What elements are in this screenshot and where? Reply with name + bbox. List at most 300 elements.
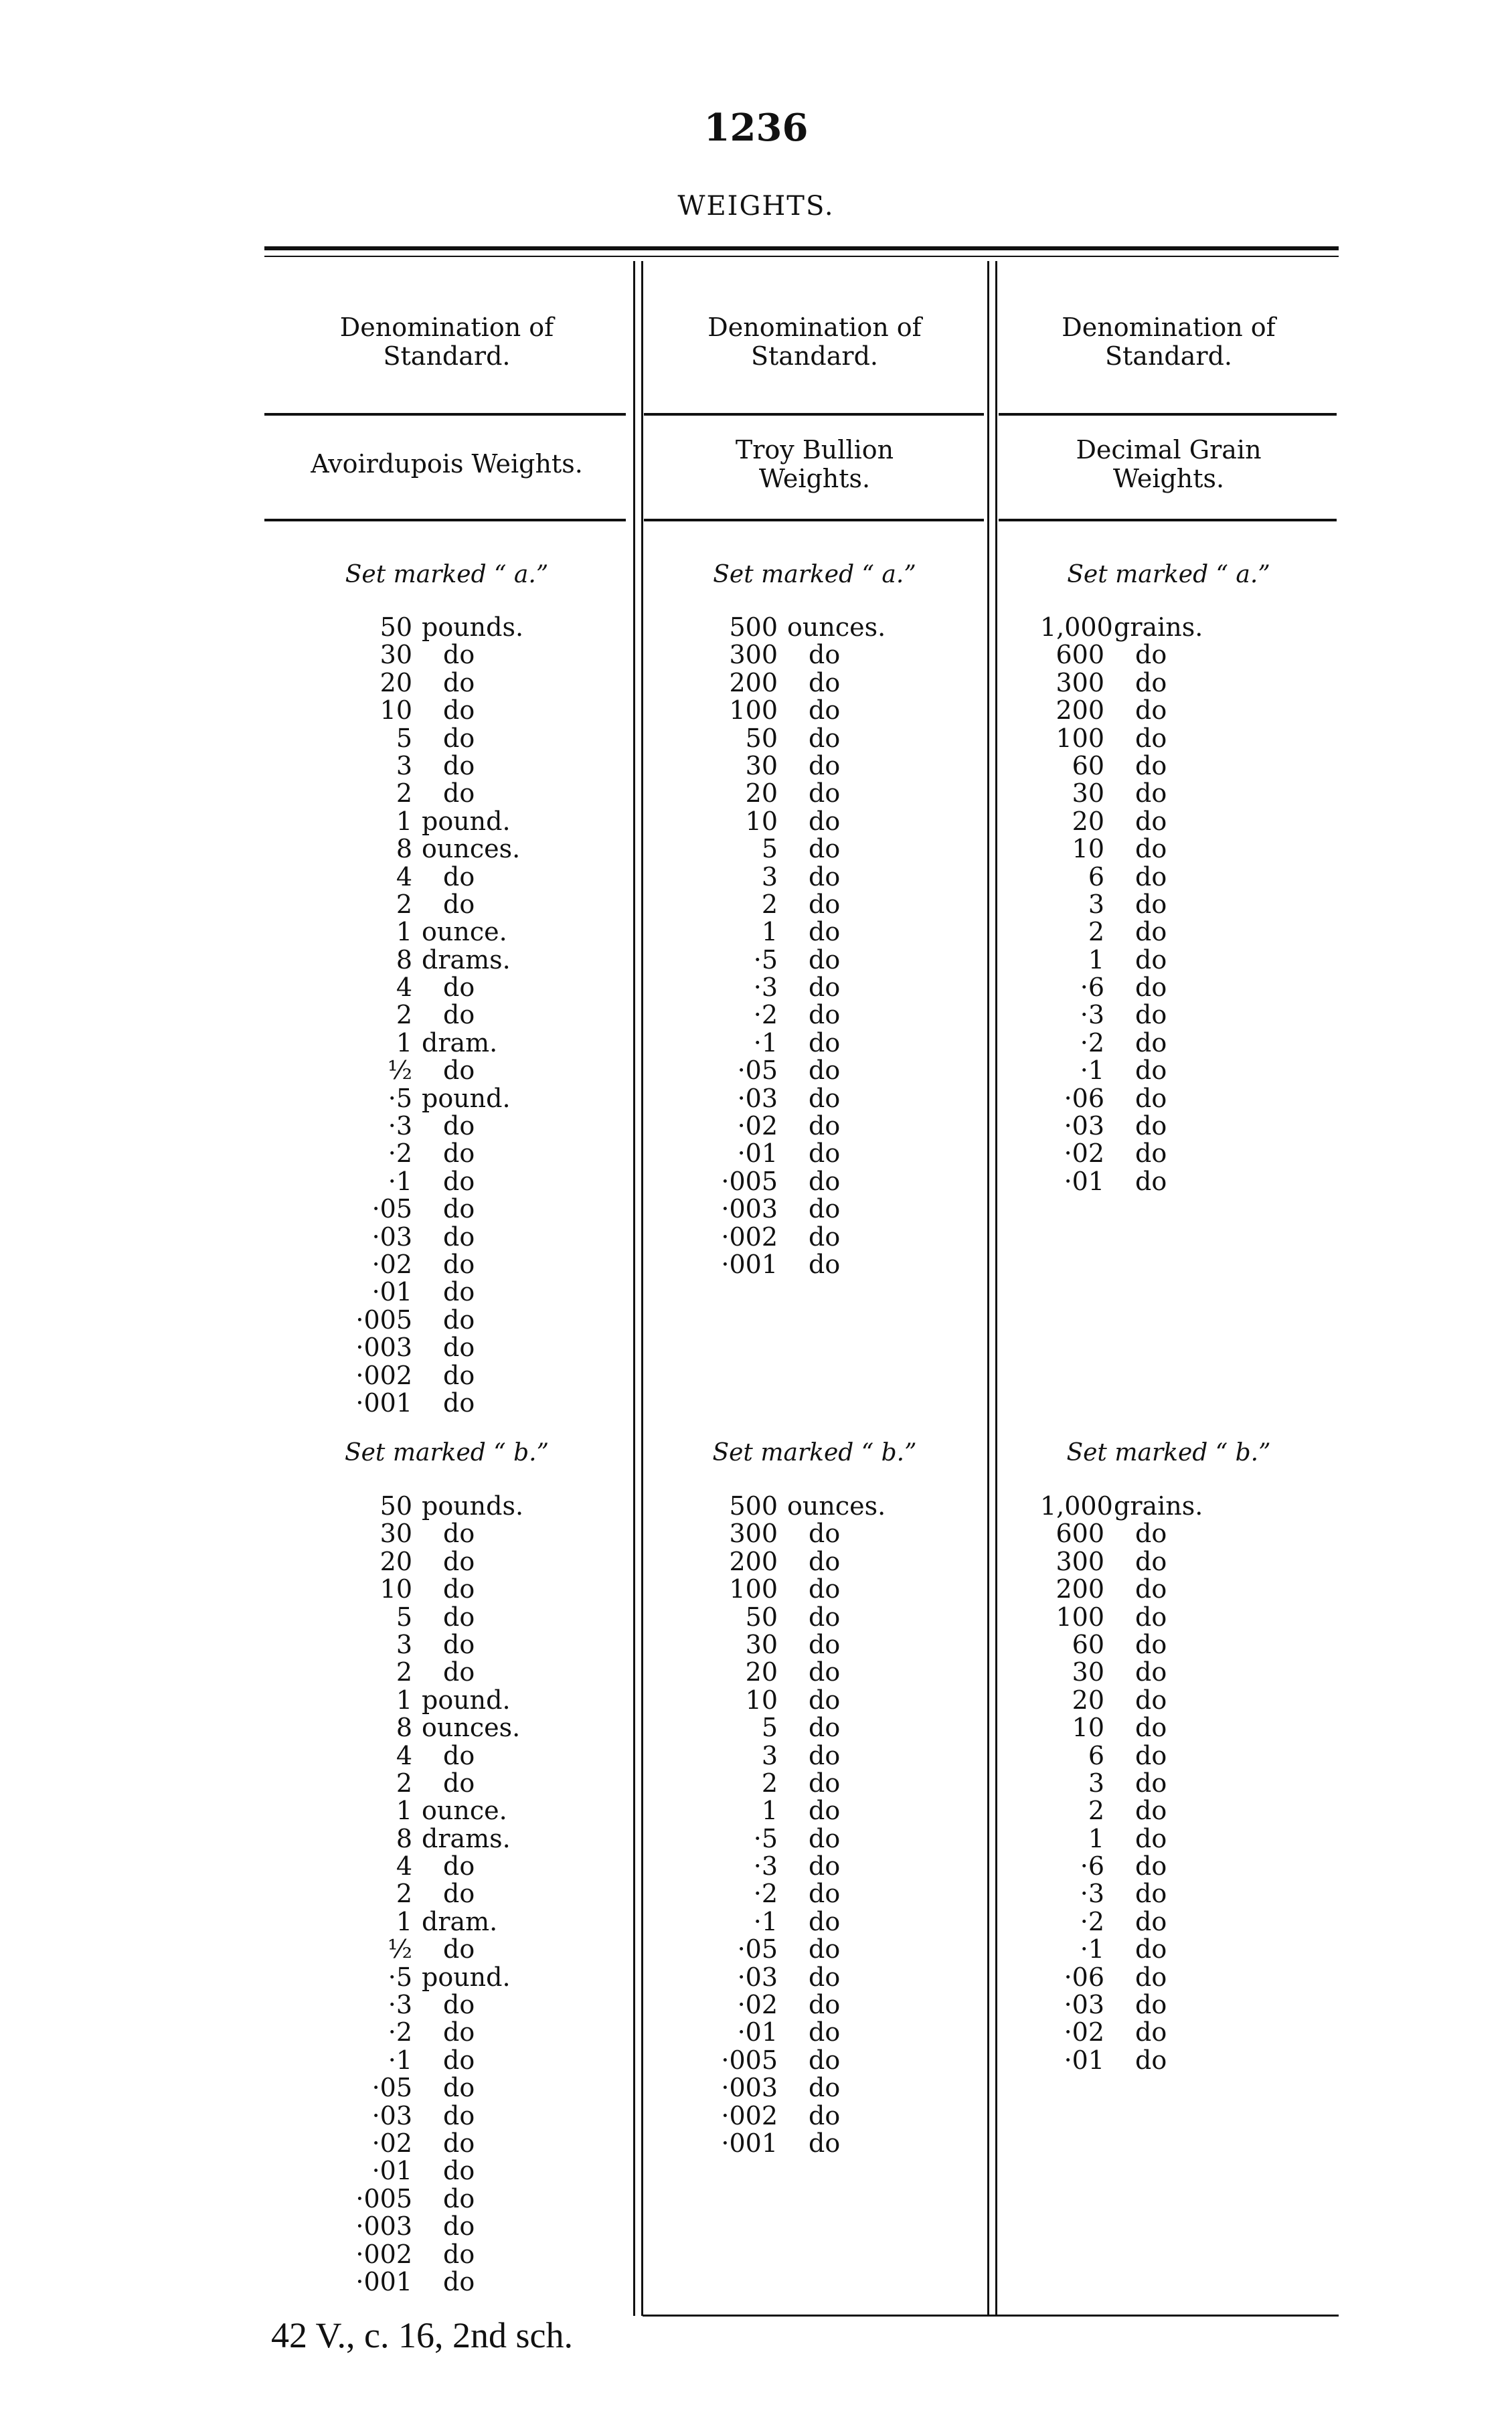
weight-quantity: 500 xyxy=(729,612,778,642)
weight-unit: do xyxy=(1135,1934,1167,1964)
weight-unit: do xyxy=(443,1388,475,1418)
weight-entry xyxy=(348,1714,523,1742)
weight-unit: do xyxy=(443,723,475,753)
weight-unit: do xyxy=(443,2183,475,2213)
weight-quantity: ·02 xyxy=(371,1249,412,1279)
weight-unit: do xyxy=(1135,1000,1167,1030)
column-header: Denomination of Standard. xyxy=(1062,313,1276,371)
weight-entry xyxy=(713,1085,886,1112)
weight-quantity: 8 xyxy=(396,944,412,975)
weight-entry xyxy=(1040,974,1203,1001)
weight-quantity: ·003 xyxy=(355,2211,412,2242)
weight-unit: do xyxy=(809,1962,841,1992)
column-divider xyxy=(987,261,989,2316)
set-label-a: Set marked “ a.” xyxy=(713,561,916,588)
weight-unit: do xyxy=(1135,1139,1167,1169)
weight-unit: do xyxy=(809,1602,841,1632)
weight-unit: do xyxy=(1135,1056,1167,1086)
weight-unit: do xyxy=(809,723,841,753)
weight-unit: do xyxy=(809,1056,841,1086)
weight-unit: do xyxy=(443,2211,475,2242)
weight-entry xyxy=(348,835,523,863)
weight-entry xyxy=(348,2019,523,2046)
weight-quantity: ·003 xyxy=(355,1333,412,1363)
weight-quantity: ·2 xyxy=(1080,1027,1104,1058)
weight-entry xyxy=(713,1057,886,1084)
weight-entry xyxy=(348,725,523,752)
weight-quantity: ·01 xyxy=(737,2017,778,2047)
weight-entry xyxy=(348,1853,523,1880)
weight-unit: do xyxy=(443,2017,475,2047)
weight-unit: do xyxy=(809,1027,841,1058)
weight-quantity: ·01 xyxy=(371,2156,412,2186)
footnote: 42 V., c. 16, 2nd sch. xyxy=(271,2315,574,2355)
weight-quantity: 5 xyxy=(761,834,778,864)
weight-quantity: 20 xyxy=(745,1657,778,1687)
weight-entry xyxy=(1040,1936,1203,1963)
weight-quantity: 20 xyxy=(745,778,778,809)
weight-unit: do xyxy=(809,1000,841,1030)
weight-entry xyxy=(348,780,523,807)
weight-unit: do xyxy=(443,2128,475,2158)
weight-entry xyxy=(348,669,523,697)
weight-entry xyxy=(348,1362,523,1390)
weight-quantity: 30 xyxy=(1072,778,1104,809)
weight-unit: do xyxy=(1135,834,1167,864)
weight-entry xyxy=(1040,641,1203,669)
weight-unit: do xyxy=(443,1851,475,1881)
weight-entry xyxy=(348,1140,523,1167)
weight-entry xyxy=(713,1029,886,1057)
weight-quantity: 5 xyxy=(396,723,412,753)
weight-unit: ounce. xyxy=(422,1796,507,1826)
weight-unit: do xyxy=(443,1111,475,1141)
header-rule xyxy=(644,413,984,416)
weight-entry xyxy=(713,2074,886,2102)
weight-unit: do xyxy=(809,2100,841,2130)
weight-unit: do xyxy=(443,2100,475,2130)
weight-unit: do xyxy=(1135,1166,1167,1196)
weight-unit: do xyxy=(1135,1796,1167,1826)
weight-quantity: 1 xyxy=(761,1796,778,1826)
weight-quantity: 10 xyxy=(380,1574,412,1604)
weight-entry xyxy=(1040,1057,1203,1084)
weight-quantity: 100 xyxy=(1056,1602,1104,1632)
weight-quantity: ·3 xyxy=(1080,1879,1104,1909)
weight-quantity: ·05 xyxy=(737,1056,778,1086)
weight-quantity: ·02 xyxy=(737,1111,778,1141)
weight-quantity: 300 xyxy=(729,640,778,670)
weight-entry xyxy=(1040,1576,1203,1603)
weight-unit: do xyxy=(1135,695,1167,726)
weight-quantity: 50 xyxy=(380,1491,412,1521)
weight-entry xyxy=(713,974,886,1001)
weight-unit: do xyxy=(809,750,841,780)
weight-unit: do xyxy=(1135,1546,1167,1576)
weight-quantity: 1 xyxy=(1088,944,1104,975)
weight-entry xyxy=(1040,2047,1203,2074)
weight-unit: do xyxy=(809,1740,841,1770)
weight-quantity: 2 xyxy=(1088,917,1104,947)
weight-entry xyxy=(348,1493,523,1520)
weight-unit: do xyxy=(1135,917,1167,947)
weight-quantity: ·06 xyxy=(1064,1083,1104,1113)
weight-unit: do xyxy=(443,1139,475,1169)
weight-entry xyxy=(713,1001,886,1029)
weight-unit: do xyxy=(1135,1906,1167,1936)
weight-unit: do xyxy=(1135,2045,1167,2075)
weight-unit: do xyxy=(809,2073,841,2103)
weight-entry xyxy=(713,1797,886,1825)
weight-unit: ounces. xyxy=(787,612,886,642)
weight-quantity: ·01 xyxy=(1064,1166,1104,1196)
weight-quantity: 100 xyxy=(1056,723,1104,753)
weight-unit: do xyxy=(443,1222,475,1252)
weight-quantity: 600 xyxy=(1056,640,1104,670)
weight-quantity: ·3 xyxy=(388,1990,412,2020)
weight-quantity: 50 xyxy=(745,1602,778,1632)
weight-unit: ounces. xyxy=(787,1491,886,1521)
weight-unit: do xyxy=(443,1934,475,1964)
top-double-rule xyxy=(264,246,1339,250)
weight-entry xyxy=(713,863,886,891)
weight-entry xyxy=(348,1964,523,1991)
weight-unit: do xyxy=(443,1990,475,2020)
weight-entry xyxy=(348,1195,523,1223)
weight-unit: do xyxy=(809,1990,841,2020)
weight-quantity: ·005 xyxy=(355,2183,412,2213)
weight-entry xyxy=(348,1880,523,1908)
weight-unit: do xyxy=(809,667,841,697)
weight-unit: do xyxy=(443,2156,475,2186)
weight-unit: do xyxy=(1135,1823,1167,1853)
weight-quantity: 300 xyxy=(1056,667,1104,697)
weight-entry xyxy=(1040,1880,1203,1908)
weight-unit: do xyxy=(809,1851,841,1881)
weight-entry xyxy=(1040,1687,1203,1714)
weight-quantity: ·03 xyxy=(737,1083,778,1113)
weight-quantity: 1 xyxy=(396,1685,412,1715)
weight-entry xyxy=(713,2047,886,2074)
weight-entry xyxy=(1040,1797,1203,1825)
page-title: WEIGHTS. xyxy=(677,191,835,222)
weight-quantity: ·06 xyxy=(1064,1962,1104,1992)
weight-quantity: 100 xyxy=(729,695,778,726)
category-rule xyxy=(644,519,984,521)
weight-quantity: 3 xyxy=(1088,889,1104,919)
weight-unit: do xyxy=(809,1194,841,1224)
column-category: Decimal Grain Weights. xyxy=(1076,435,1262,493)
weight-unit: do xyxy=(443,2073,475,2103)
weight-unit: do xyxy=(809,1657,841,1687)
weight-unit: do xyxy=(809,861,841,892)
weight-quantity: ·02 xyxy=(1064,2017,1104,2047)
weight-quantity: 2 xyxy=(396,1657,412,1687)
weight-quantity: 20 xyxy=(380,667,412,697)
weight-unit: do xyxy=(443,695,475,726)
weight-quantity: 4 xyxy=(396,973,412,1003)
weight-quantity: 1 xyxy=(396,1906,412,1936)
weight-entry xyxy=(1040,1908,1203,1936)
weight-quantity: 3 xyxy=(761,1740,778,1770)
weight-unit: do xyxy=(443,973,475,1003)
weight-quantity: 3 xyxy=(396,750,412,780)
weight-unit: do xyxy=(1135,1657,1167,1687)
weight-quantity: 2 xyxy=(761,889,778,919)
weight-unit: do xyxy=(443,1879,475,1909)
weight-entry xyxy=(713,697,886,724)
weight-unit: do xyxy=(809,1934,841,1964)
weights-list xyxy=(348,1493,523,2296)
weight-unit: drams. xyxy=(422,944,511,975)
weight-quantity: ·01 xyxy=(737,1139,778,1169)
weight-quantity: ·002 xyxy=(721,2100,778,2130)
weight-entry xyxy=(713,1880,886,1908)
weight-quantity: ·002 xyxy=(721,1222,778,1252)
weight-quantity: 10 xyxy=(380,695,412,726)
weight-entry xyxy=(348,1576,523,1603)
weight-entry xyxy=(348,2241,523,2268)
footer-rule xyxy=(643,2315,1339,2317)
weight-quantity: ·2 xyxy=(388,1139,412,1169)
weight-entry xyxy=(348,697,523,724)
weight-unit: do xyxy=(809,778,841,809)
weight-unit: grains. xyxy=(1114,612,1203,642)
weight-quantity: ·3 xyxy=(753,973,778,1003)
weight-quantity: ·002 xyxy=(355,1360,412,1390)
weight-unit: do xyxy=(809,806,841,836)
weight-unit: do xyxy=(1135,1083,1167,1113)
weight-entry xyxy=(713,1604,886,1631)
weight-quantity: 1 xyxy=(396,806,412,836)
column-divider xyxy=(641,261,643,2316)
weight-entry xyxy=(1040,946,1203,974)
weight-entry xyxy=(348,1825,523,1853)
weight-entry xyxy=(348,614,523,641)
weight-unit: do xyxy=(1135,806,1167,836)
weight-entry xyxy=(348,1224,523,1251)
weight-entry xyxy=(1040,1825,1203,1853)
weight-quantity: 50 xyxy=(380,612,412,642)
weights-list xyxy=(1040,1493,1203,2074)
weight-entry xyxy=(713,2130,886,2157)
weight-unit: do xyxy=(443,1360,475,1390)
weight-unit: do xyxy=(809,973,841,1003)
weight-entry xyxy=(1040,1140,1203,1167)
weight-quantity: ·02 xyxy=(371,2128,412,2158)
column-category: Troy Bullion Weights. xyxy=(735,435,894,493)
set-label-a: Set marked “ a.” xyxy=(345,561,549,588)
weight-quantity: 60 xyxy=(1072,1629,1104,1659)
weight-unit: do xyxy=(443,2239,475,2269)
weight-quantity: 10 xyxy=(1072,1713,1104,1743)
weight-quantity: 2 xyxy=(396,778,412,809)
weight-entry xyxy=(1040,1991,1203,2019)
weight-unit: do xyxy=(443,1602,475,1632)
weight-unit: do xyxy=(443,889,475,919)
weight-quantity: ·03 xyxy=(1064,1111,1104,1141)
weight-entry xyxy=(1040,1548,1203,1576)
weight-unit: do xyxy=(809,1768,841,1798)
weight-unit: do xyxy=(1135,1962,1167,1992)
weight-entry xyxy=(348,891,523,918)
weight-entry xyxy=(1040,1001,1203,1029)
weight-unit: do xyxy=(1135,667,1167,697)
category-rule xyxy=(264,519,626,521)
weight-quantity: ·3 xyxy=(1080,1000,1104,1030)
weight-entry xyxy=(713,2102,886,2130)
weight-unit: do xyxy=(443,750,475,780)
weight-unit: do xyxy=(443,1546,475,1576)
weight-unit: pounds. xyxy=(422,612,524,642)
weight-unit: pound. xyxy=(422,1685,511,1715)
weight-unit: ounces. xyxy=(422,1713,521,1743)
weight-entry xyxy=(1040,725,1203,752)
weight-unit: do xyxy=(443,1333,475,1363)
weight-quantity: ·5 xyxy=(753,944,778,975)
weight-quantity: ·1 xyxy=(753,1027,778,1058)
weight-entry xyxy=(713,1168,886,1195)
weight-quantity: 100 xyxy=(729,1574,778,1604)
weight-unit: do xyxy=(443,1166,475,1196)
weight-quantity: ·5 xyxy=(388,1962,412,1992)
weight-quantity: 30 xyxy=(1072,1657,1104,1687)
weight-unit: do xyxy=(809,1796,841,1826)
weight-entry xyxy=(348,1548,523,1576)
weight-entry xyxy=(348,1085,523,1112)
weights-list xyxy=(348,614,523,1417)
weights-list xyxy=(713,614,886,1278)
weight-unit: do xyxy=(443,1657,475,1687)
weight-quantity: ·05 xyxy=(371,1194,412,1224)
weight-unit: do xyxy=(443,1277,475,1307)
weight-quantity: 10 xyxy=(1072,834,1104,864)
weight-unit: do xyxy=(1135,1713,1167,1743)
weight-entry xyxy=(1040,614,1203,641)
weight-quantity: ·02 xyxy=(1064,1139,1104,1169)
weight-unit: do xyxy=(1135,973,1167,1003)
weight-unit: do xyxy=(809,1222,841,1252)
weight-quantity: ·2 xyxy=(1080,1906,1104,1936)
weight-unit: do xyxy=(1135,723,1167,753)
weight-entry xyxy=(1040,1112,1203,1140)
category-rule xyxy=(999,519,1337,521)
weight-quantity: 5 xyxy=(396,1602,412,1632)
weight-entry xyxy=(713,835,886,863)
weight-entry xyxy=(348,2074,523,2102)
weight-quantity: ·03 xyxy=(737,1962,778,1992)
weight-unit: do xyxy=(1135,1685,1167,1715)
weight-quantity: ·03 xyxy=(1064,1990,1104,2020)
weight-entry xyxy=(713,725,886,752)
set-label-b: Set marked “ b.” xyxy=(1066,1439,1271,1466)
weight-quantity: 1 xyxy=(396,1796,412,1826)
weight-quantity: 3 xyxy=(396,1629,412,1659)
weight-quantity: 4 xyxy=(396,861,412,892)
weight-unit: do xyxy=(1135,640,1167,670)
weight-entry xyxy=(1040,835,1203,863)
weight-entry xyxy=(1040,1168,1203,1195)
weight-quantity: 200 xyxy=(729,1546,778,1576)
weight-unit: do xyxy=(809,1083,841,1113)
weight-entry xyxy=(713,641,886,669)
weight-entry xyxy=(348,808,523,835)
weight-unit: do xyxy=(1135,1602,1167,1632)
weight-quantity: 8 xyxy=(396,1713,412,1743)
weight-unit: do xyxy=(809,695,841,726)
weight-quantity: 200 xyxy=(729,667,778,697)
weight-entry xyxy=(1040,1631,1203,1659)
weight-entry xyxy=(348,641,523,669)
weights-list xyxy=(713,1493,886,2157)
weight-unit: do xyxy=(443,2266,475,2296)
weight-entry xyxy=(713,1825,886,1853)
weight-quantity: ·001 xyxy=(721,2128,778,2158)
weight-quantity: ½ xyxy=(388,1934,412,1964)
weight-quantity: 20 xyxy=(380,1546,412,1576)
weight-quantity: ·05 xyxy=(371,2073,412,2103)
weight-quantity: 1 xyxy=(1088,1823,1104,1853)
weight-quantity: ·003 xyxy=(721,1194,778,1224)
weight-unit: ounces. xyxy=(422,834,521,864)
weight-unit: do xyxy=(443,1574,475,1604)
weight-unit: do xyxy=(809,640,841,670)
weight-entry xyxy=(348,1029,523,1057)
weight-quantity: ·005 xyxy=(721,1166,778,1196)
weight-unit: do xyxy=(443,1629,475,1659)
weight-entry xyxy=(713,752,886,780)
weight-entry xyxy=(713,1714,886,1742)
weight-entry xyxy=(348,1112,523,1140)
weight-quantity: 5 xyxy=(761,1713,778,1743)
weight-unit: do xyxy=(443,1000,475,1030)
weight-quantity: ·01 xyxy=(1064,2045,1104,2075)
weight-unit: do xyxy=(443,640,475,670)
weight-entry xyxy=(348,2185,523,2213)
weight-quantity: ·01 xyxy=(371,1277,412,1307)
weight-entry xyxy=(713,1493,886,1520)
weight-quantity: ·005 xyxy=(355,1305,412,1335)
column-category: Avoirdupois Weights. xyxy=(311,449,583,479)
weight-unit: do xyxy=(809,1906,841,1936)
weight-unit: do xyxy=(809,1713,841,1743)
weight-quantity: 200 xyxy=(1056,695,1104,726)
weight-entry xyxy=(713,918,886,946)
weight-quantity: ·5 xyxy=(388,1083,412,1113)
weight-quantity: ·3 xyxy=(388,1111,412,1141)
weight-quantity: ·6 xyxy=(1080,1851,1104,1881)
weight-entry xyxy=(713,891,886,918)
weight-unit: do xyxy=(1135,2017,1167,2047)
weight-unit: do xyxy=(443,1305,475,1335)
set-label-b: Set marked “ b.” xyxy=(712,1439,917,1466)
weight-quantity: ·6 xyxy=(1080,973,1104,1003)
weight-entry xyxy=(348,1991,523,2019)
weight-entry xyxy=(348,1057,523,1084)
weight-quantity: ·002 xyxy=(355,2239,412,2269)
weight-quantity: ·001 xyxy=(355,1388,412,1418)
weight-quantity: ·2 xyxy=(753,1879,778,1909)
weight-unit: do xyxy=(1135,1629,1167,1659)
weight-entry xyxy=(348,1278,523,1306)
weight-quantity: ·001 xyxy=(721,1249,778,1279)
weight-quantity: 3 xyxy=(1088,1768,1104,1798)
weight-quantity: 50 xyxy=(745,723,778,753)
weight-unit: do xyxy=(1135,1111,1167,1141)
weight-entry xyxy=(348,2268,523,2296)
weight-quantity: ·05 xyxy=(737,1934,778,1964)
weight-quantity: 8 xyxy=(396,1823,412,1853)
